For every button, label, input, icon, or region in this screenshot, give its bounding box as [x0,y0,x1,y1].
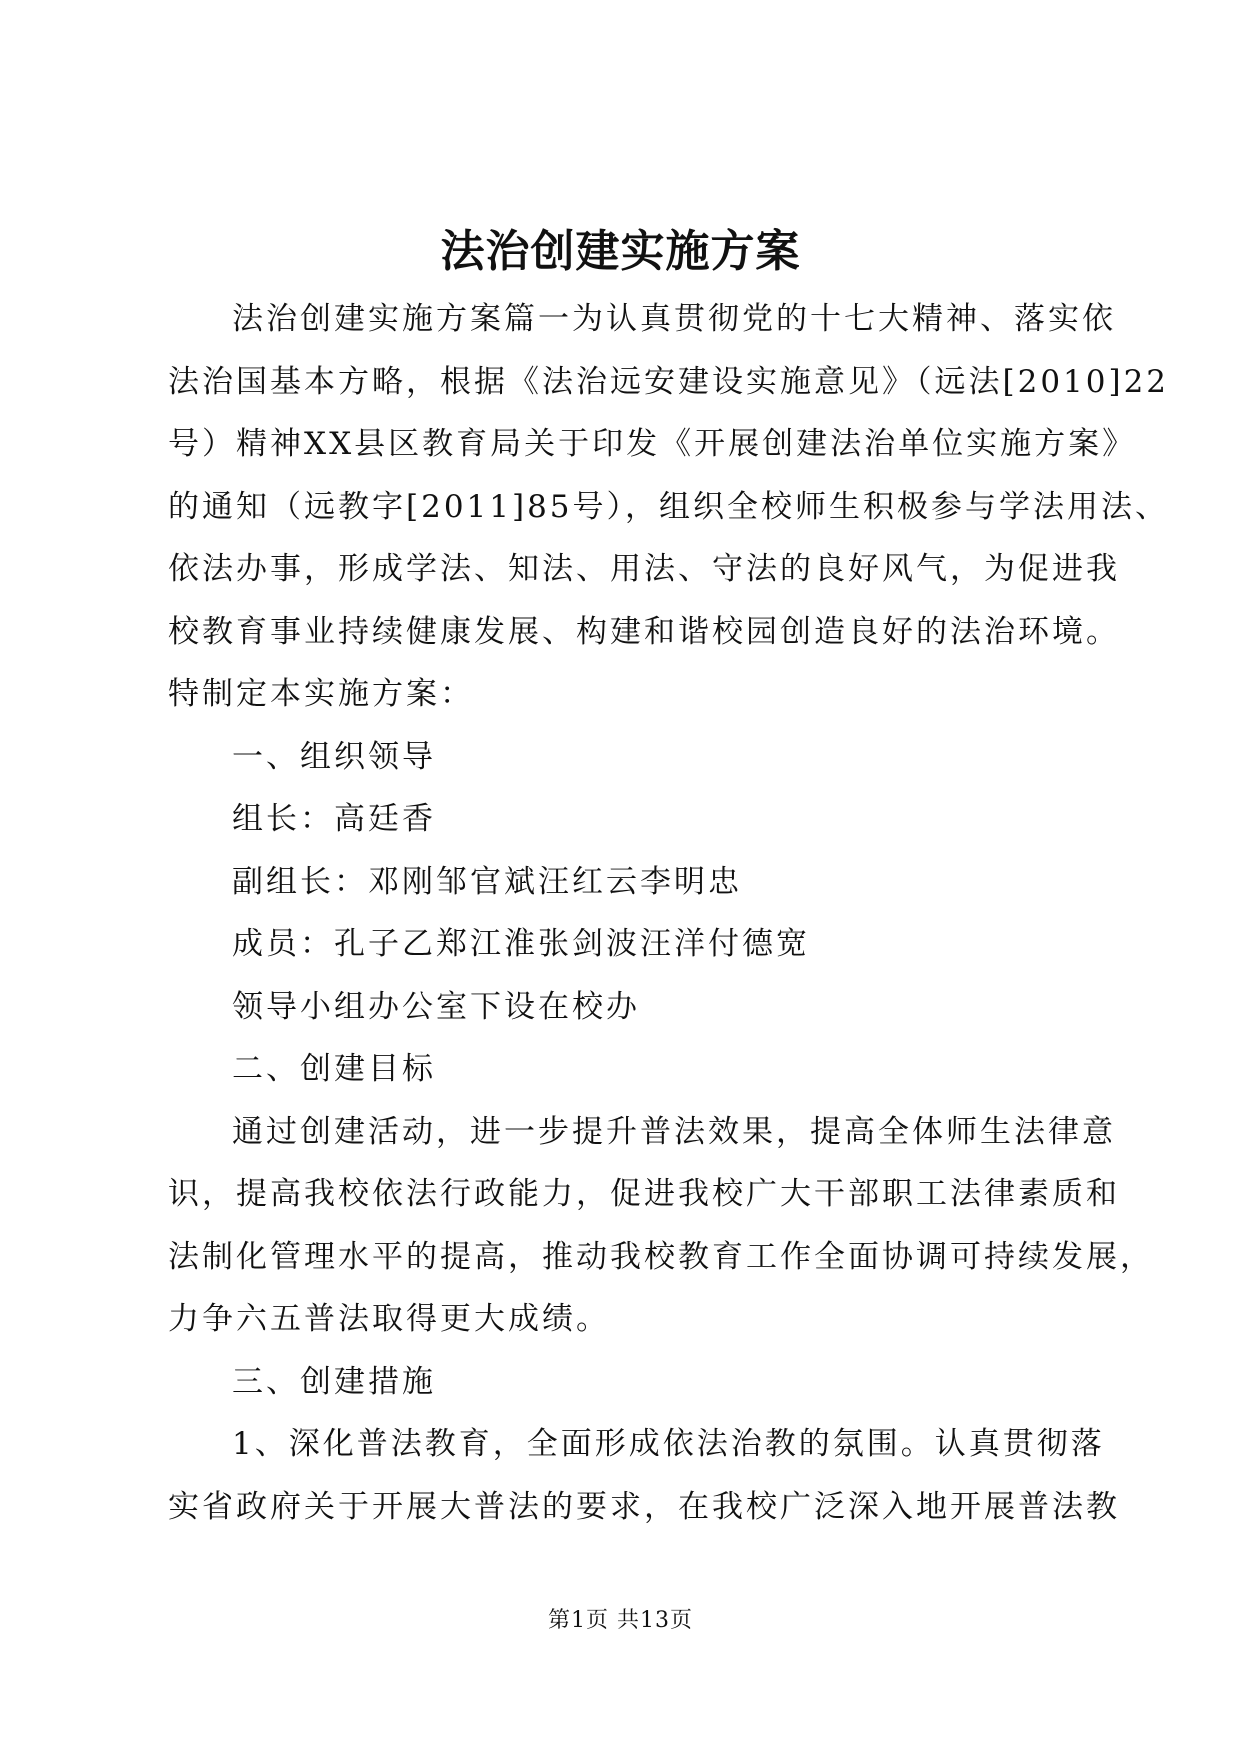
section-heading: 一、组织领导 [232,738,436,775]
paragraph-line: 力争六五普法取得更大成绩。 [168,1301,610,1337]
paragraph-line: 的通知（远教字[2011]85号），组织全校师生积极参与学法用法、 [168,488,1170,525]
paragraph-line: 依法办事，形成学法、知法、用法、守法的良好风气，为促进我 [168,551,1120,587]
paragraph-line: 法治国基本方略，根据《法治远安建设实施意见》（远法[2010]22 [168,363,1170,400]
paragraph-line: 实省政府关于开展大普法的要求，在我校广泛深入地开展普法教 [168,1488,1120,1525]
paragraph-line: 成员：孔子乙郑江淮张剑波汪洋付德宽 [232,926,810,962]
document-body [168,288,1170,1538]
paragraph-line: 组长：高廷香 [232,801,436,837]
paragraph-line: 副组长：邓刚邹官斌汪红云李明忠 [232,863,742,900]
paragraph-line: 领导小组办公室下设在校办 [232,988,640,1025]
paragraph-line: 法治创建实施方案篇一为认真贯彻党的十七大精神、落实依 [232,301,1116,337]
section-heading: 二、创建目标 [232,1051,436,1087]
paragraph-line: 识，提高我校依法行政能力，促进我校广大干部职工法律素质和 [168,1176,1120,1212]
paragraph-line: 法制化管理水平的提高，推动我校教育工作全面协调可持续发展， [168,1238,1154,1275]
section-heading: 三、创建措施 [232,1363,436,1400]
paragraph-line: 通过创建活动，进一步提升普法效果，提高全体师生法律意 [232,1113,1116,1150]
document-title: 法治创建实施方案 [440,226,801,277]
paragraph-line: 特制定本实施方案： [168,676,474,712]
page-footer: 第1页 共13页 [548,1608,693,1633]
paragraph-line: 1、深化普法教育，全面形成依法治教的氛围。认真贯彻落 [232,1426,1105,1462]
paragraph-line: 号）精神XX县区教育局关于印发《开展创建法治单位实施方案》 [168,426,1137,462]
paragraph-line: 校教育事业持续健康发展、构建和谐校园创造良好的法治环境。 [168,613,1120,650]
